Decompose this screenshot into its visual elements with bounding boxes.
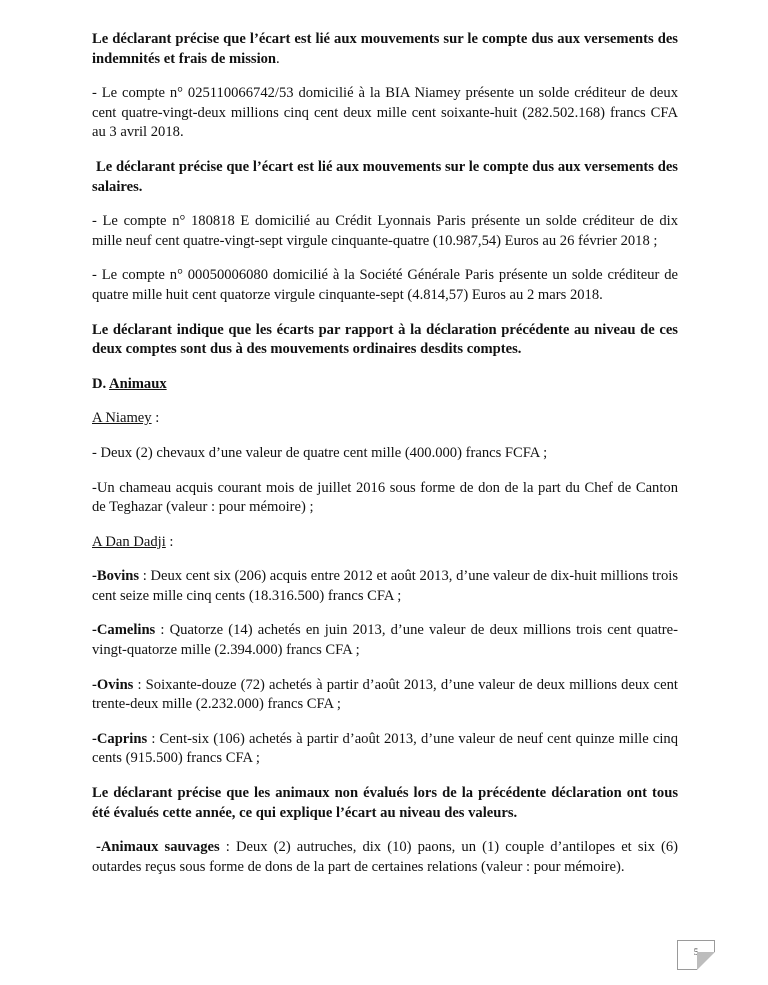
paragraph-chevaux: - Deux (2) chevaux d’une valeur de quatre cent mille (400.000) francs FCFA ; xyxy=(92,444,548,461)
indemnites-note-period: . xyxy=(276,50,280,67)
ovins-text: : Soixante-douze (72) achetés à partir d’août 2013, d’une valeur de deux millions deux cent trente-deux mille (2.232.000) francs CFA ; xyxy=(92,676,678,713)
paragraph-compte-credit-lyonnais: - Le compte n° 180818 E domicilié au Crédit Lyonnais Paris présente un solde créditeur de dix mille neuf cent quatre-vingt-sept virgule cinquante-quatre (10.987,54) Euros au 26 février 2018 ; xyxy=(92,213,678,249)
page-number: 5 xyxy=(693,947,699,957)
paragraph-ecarts-comptes-note: Le déclarant indique que les écarts par rapport à la déclaration précédente au niveau de ces deux comptes sont dus à des mouvements ordinaires desdits comptes. xyxy=(92,321,678,358)
paragraph-compte-bia: - Le compte n° 025110066742/53 domicilié à la BIA Niamey présente un solde créditeur de deux cent quatre-vingt-deux millions cinq cent deux mille cent soixante-huit (282.502.168) francs CFA au 3 avril 2018. xyxy=(92,85,678,141)
paragraph-animaux-evaluation-note: Le déclarant précise que les animaux non évalués lors de la précédente déclaration ont tous été évalués cette année, ce qui explique l’écart au niveau des valeurs. xyxy=(92,785,678,821)
paragraph-salaires-note xyxy=(92,158,678,197)
niamey-label: A Niamey xyxy=(92,410,152,427)
sauvages-text: : Deux (2) autruches, dix (10) paons, un (1) couple d’antilopes et six (6) outardes reçus sous forme de dons de la part de certaines relations (valeur : pour mémoire). xyxy=(92,839,678,875)
camelins-label: -Camelins xyxy=(92,622,156,639)
camelins-text: : Quatorze (14) achetés en juin 2013, d’une valeur de deux millions trois cent quatre-vingt-quatorze mille (2.394.000) francs CFA ; xyxy=(92,622,678,659)
paragraph-camelins xyxy=(92,621,678,660)
indemnites-note-text: Le déclarant précise que l’écart est lié aux mouvements sur le compte dus aux versements des indemnités et frais de mission xyxy=(92,31,678,67)
section-heading-animaux xyxy=(92,375,678,395)
subheading-dan-dadji xyxy=(92,533,678,553)
document-page xyxy=(92,30,678,892)
paragraph-animaux-sauvages xyxy=(92,838,678,877)
sauvages-label: -Animaux sauvages xyxy=(96,839,220,856)
subheading-niamey xyxy=(92,409,678,429)
caprins-label: -Caprins xyxy=(92,730,148,747)
bovins-label: -Bovins xyxy=(92,568,140,585)
salaires-note-text: Le déclarant précise que l’écart est lié aux mouvements sur le compte dus aux versements des salaires. xyxy=(92,158,678,195)
dadji-colon: : xyxy=(165,533,174,550)
paragraph-ovins xyxy=(92,676,678,715)
paragraph-indemnites-note xyxy=(92,30,678,69)
bovins-text: : Deux cent six (206) acquis entre 2012 et août 2013, d’une valeur de dix-huit millions trois cent seize mille cinq cents (18.316.500) francs CFA ; xyxy=(92,568,678,604)
paragraph-bovins xyxy=(92,567,678,606)
niamey-colon: : xyxy=(151,410,160,427)
page-curl-icon xyxy=(697,952,715,970)
ovins-label: -Ovins xyxy=(92,676,134,693)
paragraph-compte-societe-generale: - Le compte n° 00050006080 domicilié à la Société Générale Paris présente un solde créditeur de quatre mille huit cent quatorze virgule cinquante-sept (4.814,57) Euros au 2 mars 2018. xyxy=(92,267,678,303)
section-title: Animaux xyxy=(109,375,167,392)
page-number-box xyxy=(677,940,715,970)
section-letter: D. xyxy=(92,375,107,392)
paragraph-caprins xyxy=(92,730,678,769)
dadji-label: A Dan Dadji xyxy=(92,533,166,550)
paragraph-chameau: -Un chameau acquis courant mois de juillet 2016 sous forme de don de la part du Chef de Canton de Teghazar (valeur : pour mémoire) ; xyxy=(92,479,678,516)
caprins-text: : Cent-six (106) achetés à partir d’août 2013, d’une valeur de neuf cent quinze mille cinq cents (915.500) francs CFA ; xyxy=(92,730,678,767)
